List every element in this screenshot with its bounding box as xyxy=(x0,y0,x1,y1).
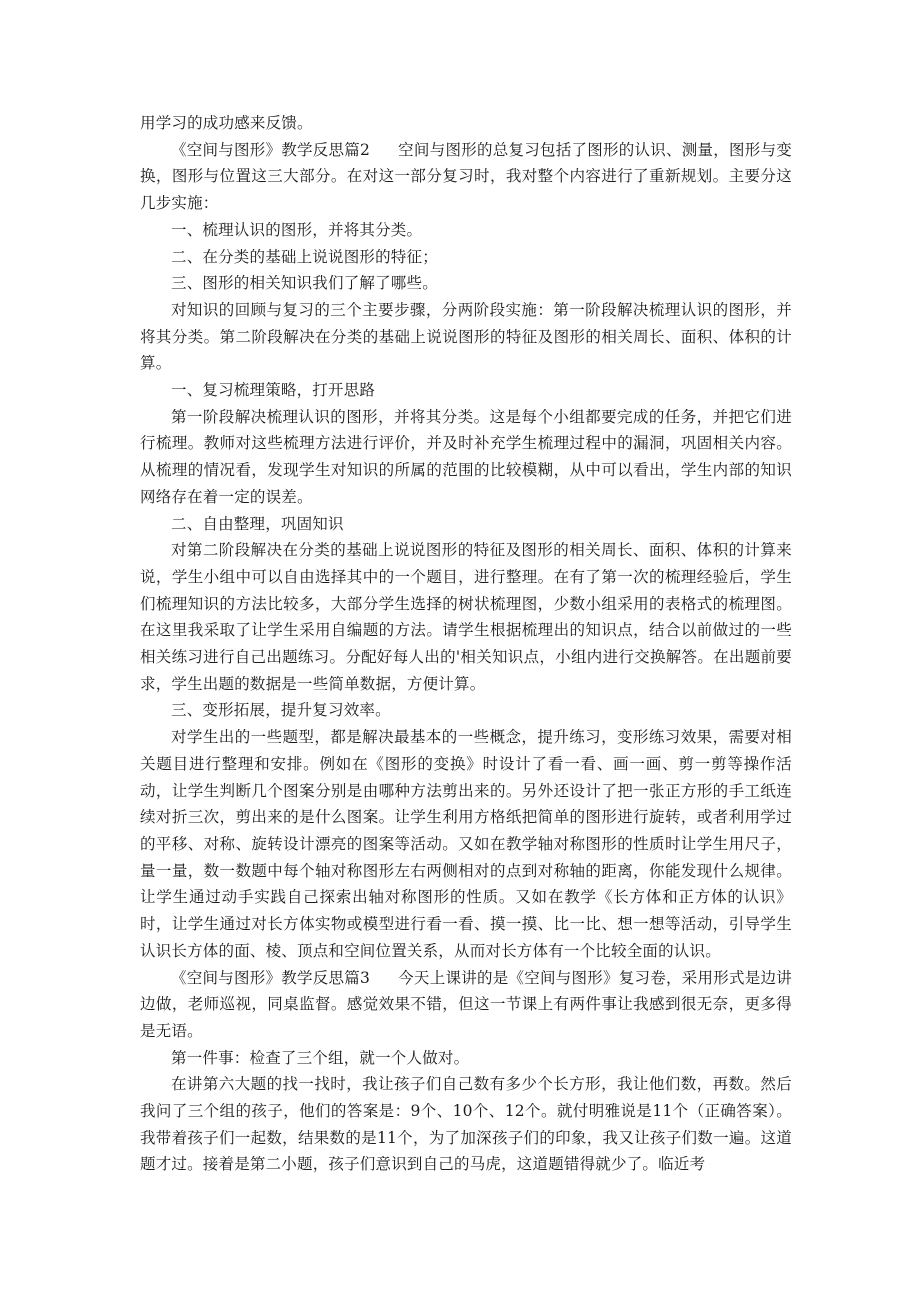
list-item: 一、梳理认识的图形，并将其分类。 xyxy=(171,220,423,239)
document-page xyxy=(140,110,792,1178)
paragraph-reflection-2 xyxy=(140,137,792,217)
paragraph-reflection-3 xyxy=(140,965,792,1045)
subheading: 一、复习梳理策略，打开思路 xyxy=(171,381,376,400)
paragraph-text: 今天上课讲的是《空间与图形》复习卷，采用形式是边讲边做，老师巡视，同桌监督。感觉效果不错，但这一节课上有两件事让我感到很无奈，更多得是无语。 xyxy=(140,968,792,1040)
paragraph: 对第二阶段解决在分类的基础上说说图形的特征及图形的相关周长、面积、体积的计算来说，学生小组中可以自由选择其中的一个题目，进行整理。在有了第一次的梳理经验后，学生们梳理知识的方法比较多，大部分学生选择的树状梳理图，少数小组采用的表格式的梳理图。在这里我采取了让学生采用自编题的方法。请学生根据梳理出的知识点，结合以前做过的一些相关练习进行自己出题练习。分配好每人出的'相关知识点，小组内进行交换解答。在出题前要求，学生出题的数据是一些简单数据，方便计算。 xyxy=(140,541,792,693)
list-item: 二、在分类的基础上说说图形的特征； xyxy=(171,247,438,266)
section-title-reflection-2: 《空间与图形》教学反思篇2 xyxy=(171,140,371,159)
paragraph: 在讲第六大题的找一找时，我让孩子们自己数有多少个长方形，我让他们数，再数。然后我问了三个组的孩子，他们的答案是：9个、10个、12个。就付明雅说是11个（正确答案）。我带着孩子们一起数，结果数的是11个，为了加深孩子们的印象，我又让孩子们数一遍。这道题才过。接着是第二小题，孩子们意识到自己的马虎，这道题错得就少了。临近考 xyxy=(140,1075,792,1174)
subheading: 三、变形拓展，提升复习效率。 xyxy=(171,701,391,720)
paragraph: 对学生出的一些题型，都是解决最基本的一些概念，提升练习，变形练习效果，需要对相关题目进行整理和安排。例如在《图形的变换》时设计了看一看、画一画、剪一剪等操作活动，让学生判断几个图案分别是由哪种方法剪出来的。另外还设计了把一张正方形的手工纸连续对折三次，剪出来的是什么图案。让学生利用方格纸把简单的图形进行旋转，或者利用学过的平移、对称、旋转设计漂亮的图案等活动。又如在教学轴对称图形的性质时让学生用尺子，量一量，数一数题中每个轴对称图形左右两侧相对的点到对称轴的距离，你能发现什么规律。让学生通过动手实践自己探索出轴对称图形的性质。又如在教学《长方体和正方体的认识》时，让学生通过对长方体实物或模型进行看一看、摸一摸、比一比、想一想等活动，引导学生认识长方体的面、棱、顶点和空间位置关系，从而对长方体有一个比较全面的认识。 xyxy=(140,728,792,960)
paragraph-text: 空间与图形的总复习包括了图形的认识、测量，图形与变换，图形与位置这三大部分。在对这一部分复习时，我对整个内容进行了重新规划。主要分这几步实施： xyxy=(140,140,792,213)
paragraph: 用学习的成功感来反馈。 xyxy=(140,114,313,132)
list-item: 三、图形的相关知识我们了解了哪些。 xyxy=(171,274,438,293)
paragraph: 第一阶段解决梳理认识的图形，并将其分类。这是每个小组都要完成的任务，并把它们进行梳理。教师对这些梳理方法进行评价，并及时补充学生梳理过程中的漏洞，巩固相关内容。从梳理的情况看，发现学生对知识的所属的范围的比较模糊，从中可以看出，学生内部的知识网络存在着一定的误差。 xyxy=(140,407,792,506)
paragraph: 对知识的回顾与复习的三个主要步骤，分两阶段实施：第一阶段解决梳理认识的图形，并将其分类。第二阶段解决在分类的基础上说说图形的特征及图形的相关周长、面积、体积的计算。 xyxy=(140,300,792,373)
subheading: 二、自由整理，巩固知识 xyxy=(171,514,344,533)
paragraph: 第一件事：检查了三个组，就一个人做对。 xyxy=(171,1048,470,1067)
section-title-reflection-3: 《空间与图形》教学反思篇3 xyxy=(171,968,371,987)
